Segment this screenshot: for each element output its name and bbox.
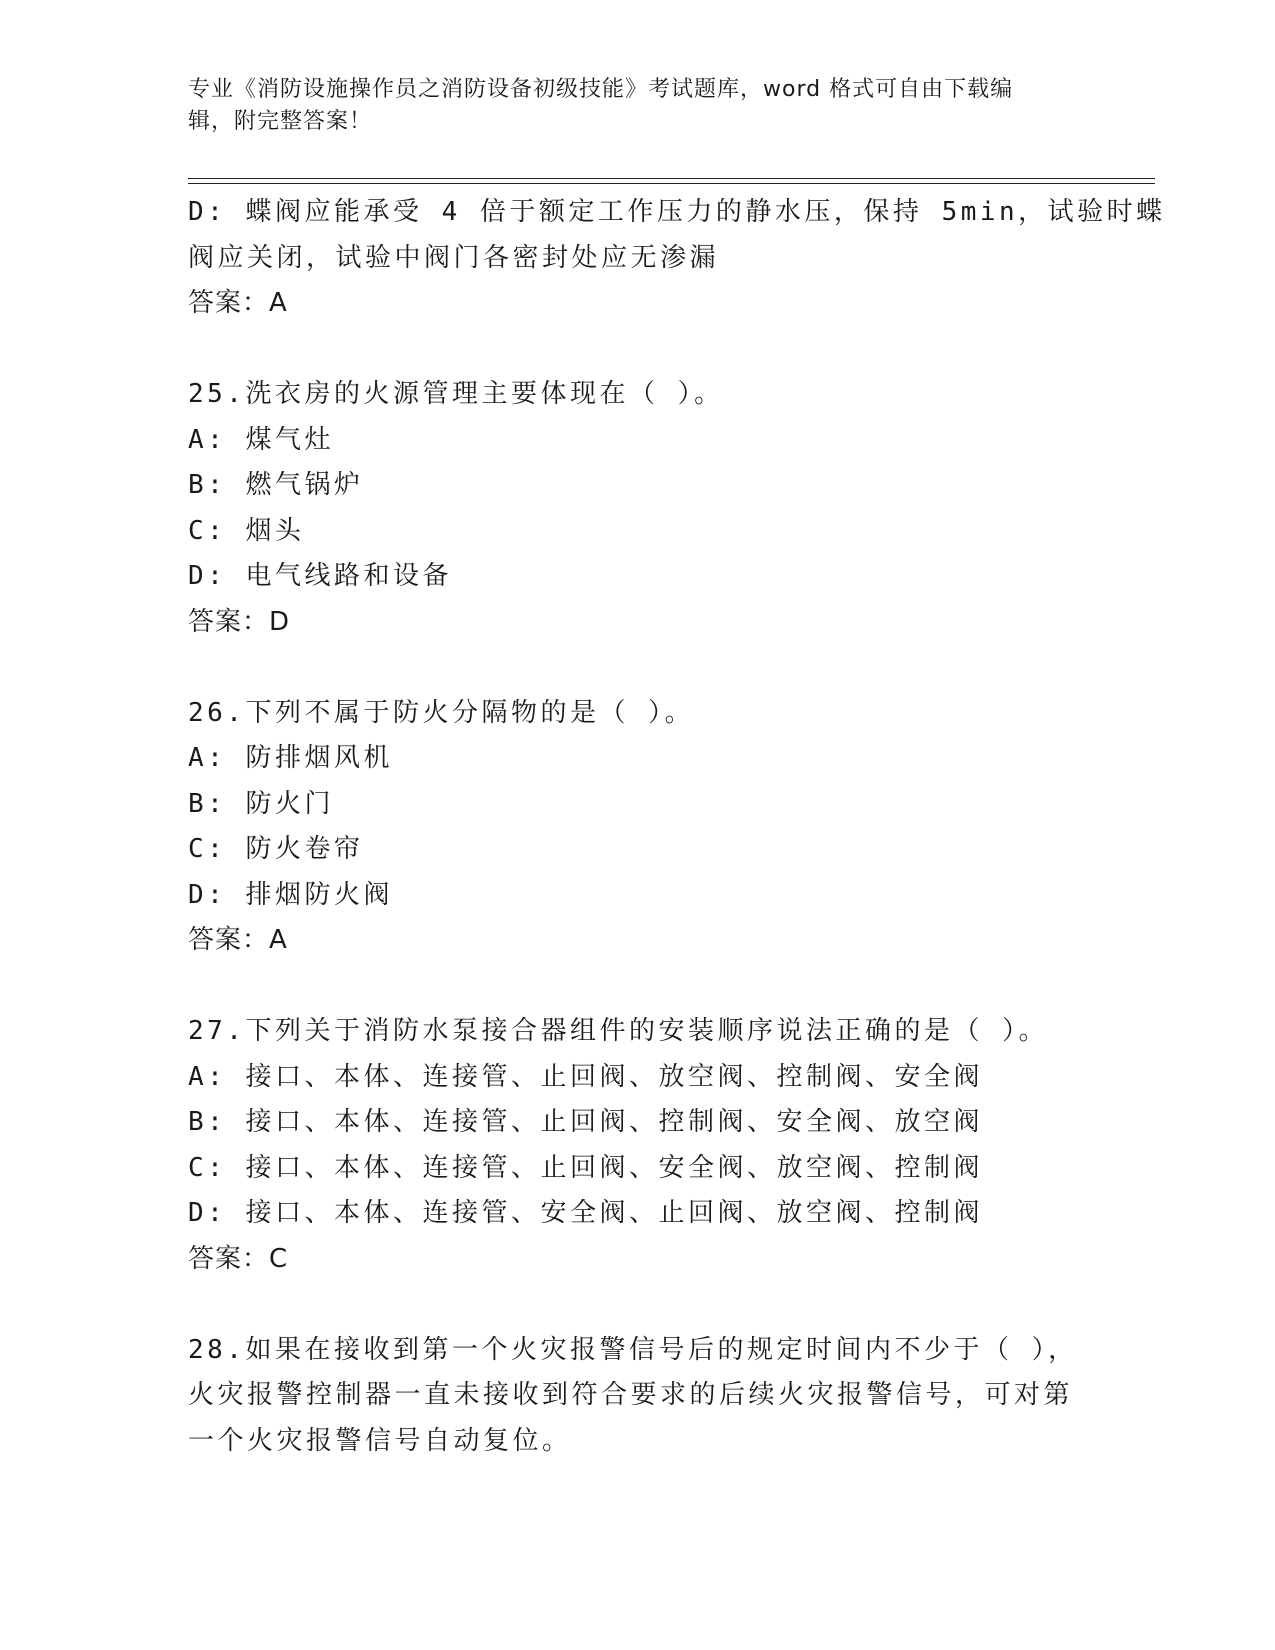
- question-25: [188, 372, 1088, 645]
- header-title-line-1: 专业《消防设施操作员之消防设备初级技能》考试题库，word 格式可自由下载编: [188, 77, 1014, 102]
- answer-line: 答案：C: [188, 1243, 289, 1274]
- previous-question-tail: [188, 190, 1166, 327]
- spacer: [188, 645, 1088, 691]
- spacer: [188, 327, 1088, 373]
- document-header: [188, 74, 1068, 138]
- spacer: [188, 964, 1088, 1010]
- question-content: [188, 190, 1166, 1464]
- option-c: C: 防火卷帘: [188, 834, 364, 864]
- option-b: B: 燃气锅炉: [188, 470, 364, 500]
- option-d-line-1: D: 蝶阀应能承受 4 倍于额定工作压力的静水压，保持 5min，试验时蝶: [188, 197, 1166, 227]
- option-a: A: 煤气灶: [188, 424, 334, 455]
- answer-line: 答案：D: [188, 606, 291, 637]
- option-c: C: 烟头: [188, 515, 305, 546]
- question-stem-line-2: 火灾报警控制器一直未接收到符合要求的后续火灾报警信号，可对第: [188, 1380, 1074, 1410]
- question-27: [188, 1009, 1088, 1282]
- option-a: A: 防排烟风机: [188, 743, 393, 773]
- option-d: D: 电气线路和设备: [188, 561, 452, 591]
- answer-line: 答案：A: [188, 925, 288, 955]
- option-a: A: 接口、本体、连接管、止回阀、放空阀、控制阀、安全阀: [188, 1061, 983, 1092]
- option-b: B: 接口、本体、连接管、止回阀、控制阀、安全阀、放空阀: [188, 1107, 983, 1137]
- option-d: D: 排烟防火阀: [188, 879, 393, 910]
- question-stem-line-1: 28.如果在接收到第一个火灾报警信号后的规定时间内不少于（ ），: [188, 1334, 1078, 1365]
- question-stem: 27.下列关于消防水泵接合器组件的安装顺序说法正确的是（ ）。: [188, 1016, 1049, 1046]
- header-rule-bottom: [188, 183, 1155, 184]
- header-rule-top: [188, 178, 1155, 179]
- header-title-line-2: 辑，附完整答案！: [188, 109, 373, 134]
- spacer: [188, 1282, 1088, 1328]
- question-stem: 26.下列不属于防火分隔物的是（ ）。: [188, 697, 695, 728]
- answer-line: 答案：A: [188, 288, 288, 318]
- option-d: D: 接口、本体、连接管、安全阀、止回阀、放空阀、控制阀: [188, 1198, 983, 1228]
- question-26: [188, 691, 1088, 964]
- question-stem-line-3: 一个火灾报警信号自动复位。: [188, 1425, 572, 1456]
- question-stem: 25.洗衣房的火源管理主要体现在（ ）。: [188, 379, 724, 409]
- option-c: C: 接口、本体、连接管、止回阀、安全阀、放空阀、控制阀: [188, 1152, 983, 1183]
- option-d-line-2: 阀应关闭，试验中阀门各密封处应无渗漏: [188, 242, 720, 273]
- option-b: B: 防火门: [188, 788, 334, 819]
- question-28: [188, 1328, 1088, 1465]
